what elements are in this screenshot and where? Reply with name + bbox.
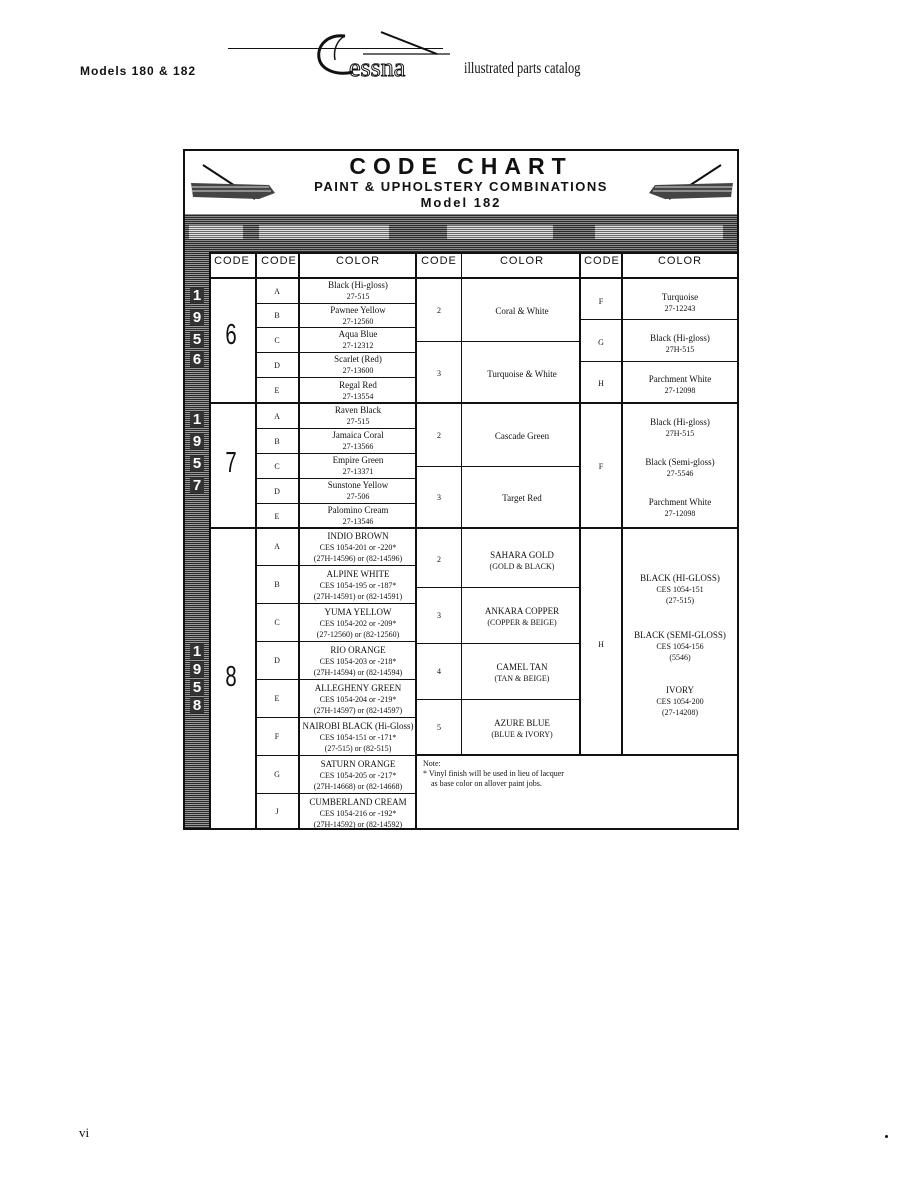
upholstery-color: Black (Hi-gloss) 27H-515	[650, 333, 710, 354]
upholstery-code: H	[598, 379, 604, 388]
group-code: 8	[225, 661, 237, 693]
row-divider	[581, 319, 737, 320]
col-divider	[461, 252, 462, 754]
base-color: Scarlet (Red) 27-13600	[334, 354, 382, 375]
row-divider	[255, 755, 415, 756]
base-color: CUMBERLAND CREAM CES 1054-216 or -192* (27H-14592) or (82-14592)	[309, 797, 407, 829]
upholstery-color: BLACK (HI-GLOSS) CES 1054-151 (27-515)	[640, 573, 720, 605]
code-chart	[183, 149, 739, 830]
chart-title: CODE CHART	[349, 153, 573, 179]
section-label	[447, 225, 553, 239]
trim-code: 3	[437, 369, 441, 378]
base-color: Raven Black 27-515	[334, 405, 382, 426]
col-header-code: CODE	[584, 255, 620, 267]
base-code: E	[274, 512, 280, 521]
upholstery-color: Parchment White 27-12098	[648, 374, 712, 395]
row-divider	[417, 466, 579, 467]
base-code: G	[274, 770, 280, 779]
row-divider	[255, 303, 415, 304]
row-divider	[209, 277, 737, 279]
base-color: Jamaica Coral 27-13566	[332, 430, 384, 451]
page-number: vi	[79, 1125, 90, 1140]
trim-color: Cascade Green	[494, 431, 550, 441]
base-color: NAIROBI BLACK (Hi-Gloss) CES 1054-151 or -171* (27-515) or (82-515)	[302, 721, 414, 753]
row-divider	[255, 478, 415, 479]
year-char: 1	[190, 288, 204, 303]
trim-color: CAMEL TAN (TAN & BEIGE)	[494, 662, 550, 683]
row-divider	[417, 587, 579, 588]
base-code: A	[274, 287, 280, 296]
base-color: SATURN ORANGE CES 1054-205 or -217* (27H-14668) or (82-14668)	[313, 759, 403, 791]
base-color: INDIO BROWN CES 1054-201 or -220* (27H-14596) or (82-14596)	[313, 531, 403, 563]
row-divider	[255, 641, 415, 642]
upholstery-color: Parchment White 27-12098	[648, 497, 712, 518]
trim-code: 3	[437, 493, 441, 502]
base-code: E	[274, 694, 280, 703]
year-strip	[185, 252, 211, 828]
section-header-band	[185, 214, 737, 254]
base-code: A	[274, 412, 280, 421]
base-color: Sunstone Yellow 27-506	[327, 480, 389, 501]
trim-code: 2	[437, 306, 441, 315]
col-header-color: COLOR	[499, 255, 545, 267]
page-mark	[885, 1135, 888, 1138]
trim-color: SAHARA GOLD (GOLD & BLACK)	[489, 550, 555, 571]
row-divider	[581, 361, 737, 362]
row-divider	[255, 327, 415, 328]
row-divider	[255, 503, 415, 504]
row-divider	[255, 428, 415, 429]
base-color: Aqua Blue 27-12312	[338, 329, 378, 350]
row-divider	[255, 565, 415, 566]
section-label	[189, 225, 243, 239]
base-code: B	[274, 580, 280, 589]
base-code: B	[274, 437, 280, 446]
catalog-subtitle: illustrated parts catalog	[464, 60, 581, 77]
base-code: C	[274, 618, 280, 627]
row-divider	[209, 527, 737, 529]
trim-code: 2	[437, 555, 441, 564]
row-divider	[255, 717, 415, 718]
base-code: B	[274, 311, 280, 320]
row-divider	[417, 754, 737, 756]
trim-color: AZURE BLUE (BLUE & IVORY)	[491, 718, 553, 739]
base-code: E	[274, 386, 280, 395]
base-code: C	[274, 336, 280, 345]
col-header-code: CODE	[214, 255, 250, 267]
trim-color: Turquoise & White	[487, 369, 557, 379]
base-color: YUMA YELLOW CES 1054-202 or -209* (27-12560) or (82-12560)	[316, 607, 400, 639]
trim-color: Target Red	[502, 493, 542, 503]
base-code: D	[274, 361, 280, 370]
trim-code: 3	[437, 611, 441, 620]
year-char: 9	[190, 310, 204, 325]
footnote: Note: * Vinyl finish will be used in lieu of lacquer as base color on allover paint jobs.	[423, 759, 564, 788]
cessna-logo	[315, 30, 465, 82]
base-color: ALLEGHENY GREEN CES 1054-204 or -219* (27H-14597) or (82-14597)	[313, 683, 403, 715]
base-color: Regal Red 27-13554	[339, 380, 377, 401]
base-color: Empire Green 27-13371	[332, 455, 384, 476]
year-char: 1	[190, 412, 204, 427]
upholstery-code: F	[598, 462, 604, 471]
trim-code: 5	[437, 723, 441, 732]
col-header-code: CODE	[421, 255, 457, 267]
group-code: 6	[225, 319, 237, 351]
upholstery-color: BLACK (SEMI-GLOSS) CES 1054-156 (5546)	[634, 630, 726, 662]
upholstery-color: Black (Hi-gloss) 27H-515	[650, 417, 710, 438]
base-color: Palomino Cream 27-13546	[327, 505, 389, 526]
chart-model: Model 182	[420, 195, 502, 210]
svg-text:essna: essna	[349, 53, 406, 82]
upholstery-color: Turquoise 27-12243	[661, 292, 699, 313]
base-code: J	[275, 807, 279, 816]
models-label: Models 180 & 182	[80, 64, 197, 78]
trim-color: Coral & White	[495, 306, 549, 316]
chart-title-band	[185, 151, 737, 216]
section-label	[259, 225, 389, 239]
row-divider	[417, 341, 579, 342]
year-char: 9	[190, 434, 204, 449]
upholstery-code: H	[598, 640, 604, 649]
base-color: ALPINE WHITE CES 1054-195 or -187* (27H-14591) or (82-14591)	[313, 569, 403, 601]
year-char: 5	[190, 456, 204, 471]
group-code: 7	[225, 447, 237, 479]
year-char: 6	[190, 352, 204, 367]
base-code: A	[274, 542, 280, 551]
base-color: Black (Hi-gloss) 27-515	[328, 280, 388, 301]
row-divider	[255, 603, 415, 604]
row-divider	[417, 643, 579, 644]
upholstery-color: IVORY CES 1054-200 (27-14208)	[656, 685, 704, 717]
base-color: Pawnee Yellow 27-12560	[330, 305, 386, 326]
year-char: 7	[190, 478, 204, 493]
row-divider	[255, 352, 415, 353]
col-header-color: COLOR	[335, 255, 381, 267]
row-divider	[255, 793, 415, 794]
section-label	[595, 225, 723, 239]
chart-subtitle: PAINT & UPHOLSTERY COMBINATIONS	[314, 179, 608, 194]
base-code: D	[274, 487, 280, 496]
row-divider	[417, 699, 579, 700]
col-divider	[255, 252, 257, 828]
year-char: 9	[190, 662, 204, 677]
year-char: 5	[190, 332, 204, 347]
trim-color: ANKARA COPPER (COPPER & BEIGE)	[484, 606, 560, 627]
base-code: C	[274, 462, 280, 471]
row-divider	[209, 402, 737, 404]
trim-code: 4	[437, 667, 441, 676]
trim-code: 2	[437, 431, 441, 440]
col-header-code: CODE	[261, 255, 297, 267]
upholstery-code: F	[598, 297, 604, 306]
base-color: RIO ORANGE CES 1054-203 or -218* (27H-14594) or (82-14594)	[313, 645, 403, 677]
col-header-color: COLOR	[657, 255, 703, 267]
upholstery-code: G	[598, 338, 604, 347]
year-char: 5	[190, 680, 204, 695]
year-char: 1	[190, 644, 204, 659]
row-divider	[255, 453, 415, 454]
row-divider	[255, 679, 415, 680]
year-char: 8	[190, 698, 204, 713]
upholstery-color: Black (Semi-gloss) 27-5546	[645, 457, 715, 478]
base-code: F	[274, 732, 280, 741]
row-divider	[255, 377, 415, 378]
base-code: D	[274, 656, 280, 665]
